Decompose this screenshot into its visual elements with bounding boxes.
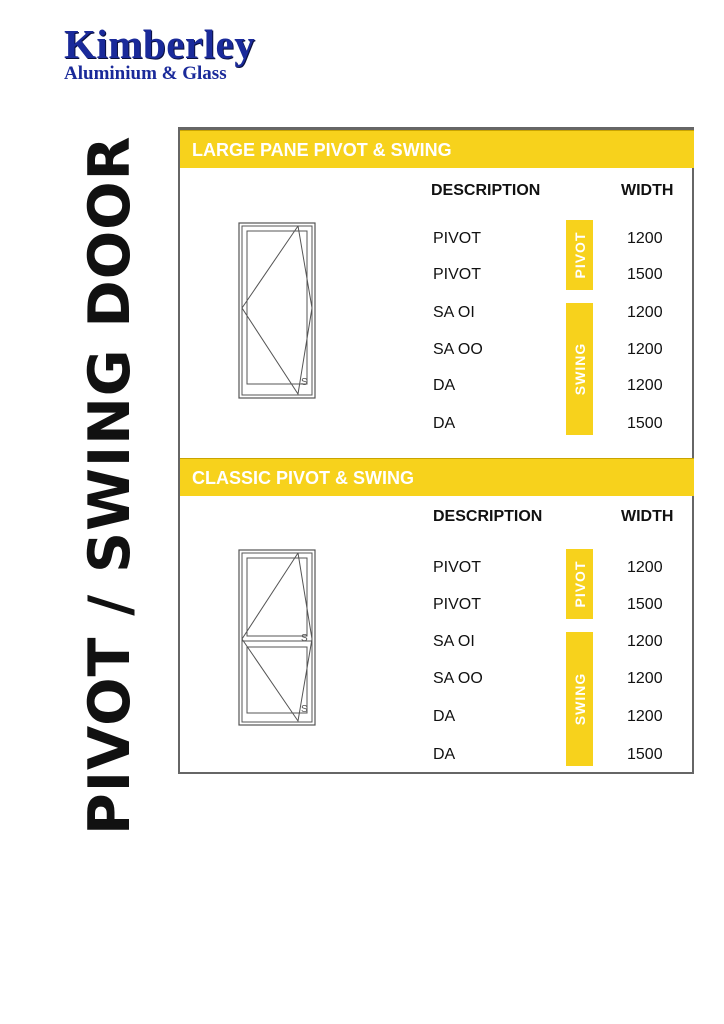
row-description: SA OI [433,633,475,650]
large-pane-door-drawing [238,222,318,402]
row-description: PIVOT [433,230,482,247]
section-large-pane [180,130,692,455]
row-width: 1200 [627,230,663,247]
row-width: 1200 [627,304,663,321]
section-heading: LARGE PANE PIVOT & SWING [180,130,694,168]
product-panel [178,127,694,774]
row-description: DA [433,377,456,394]
row-description: PIVOT [433,266,482,283]
group-badge-pivot [566,549,593,619]
company-logo [64,22,264,84]
column-description: DESCRIPTION [431,182,541,199]
row-width: 1200 [627,341,663,358]
group-badge-pivot [566,220,593,290]
row-description: PIVOT [433,559,482,576]
drawing-mark: S [301,633,308,644]
row-description: SA OO [433,341,483,358]
section-classic [180,456,692,776]
row-width: 1500 [627,266,663,283]
row-width: 1200 [627,708,663,725]
row-description: DA [433,415,456,432]
row-description: SA OI [433,304,475,321]
row-width: 1500 [627,596,663,613]
section-heading: CLASSIC PIVOT & SWING [180,458,694,496]
page-title: PIVOT / SWING DOOR [77,135,143,835]
row-description: DA [433,746,456,763]
drawing-mark: S [301,377,308,388]
logo-tagline: Aluminium & Glass [64,63,227,84]
row-description: PIVOT [433,596,482,613]
group-label: PIVOT [571,231,588,279]
column-width: WIDTH [621,508,674,525]
row-width: 1200 [627,377,663,394]
classic-door-drawing [238,549,318,729]
group-label: SWING [571,342,588,396]
group-label: SWING [571,672,588,726]
column-width: WIDTH [621,182,674,199]
row-width: 1500 [627,415,663,432]
group-label: PIVOT [571,560,588,608]
row-description: SA OO [433,670,483,687]
row-width: 1200 [627,670,663,687]
row-width: 1200 [627,633,663,650]
drawing-mark: S [301,704,308,715]
row-width: 1200 [627,559,663,576]
row-description: DA [433,708,456,725]
group-badge-swing [566,632,593,766]
group-badge-swing [566,303,593,435]
column-description: DESCRIPTION [433,508,543,525]
row-width: 1500 [627,746,663,763]
logo-name: Kimberley [64,21,256,67]
